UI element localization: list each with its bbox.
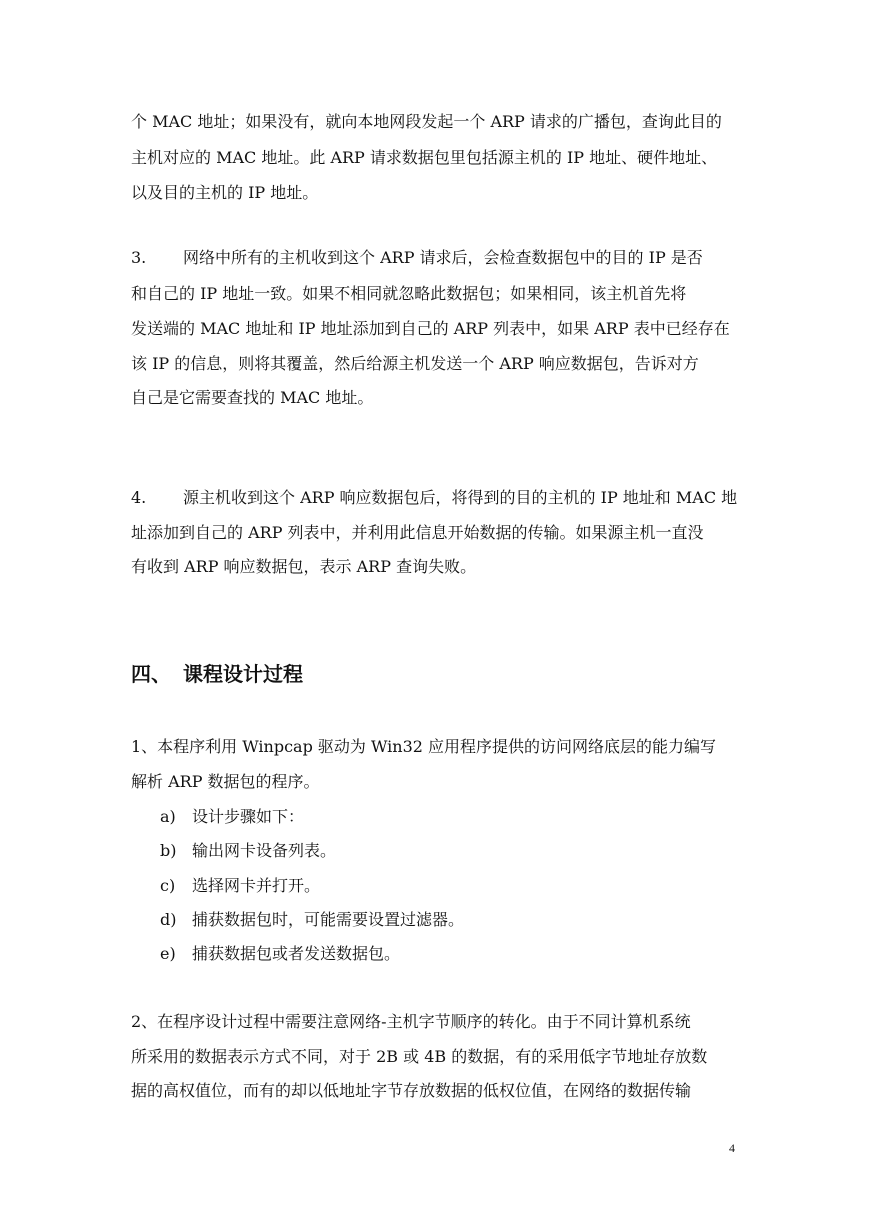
section-number: 四、 [131, 662, 171, 686]
list-item-text: 捕获数据包时，可能需要设置过滤器。 [192, 910, 465, 929]
section-title: 课程设计过程 [183, 662, 303, 686]
section-heading [131, 660, 303, 688]
list-item-text: 捕获数据包或者发送数据包。 [192, 944, 401, 963]
paragraph-line: 1、本程序利用 Winpcap 驱动为 Win32 应用程序提供的访问网络底层的能力编写 [131, 737, 717, 756]
paragraph-line: 2、在程序设计过程中需要注意网络-主机字节顺序的转化。由于不同计算机系统 [131, 1012, 691, 1031]
list-item [160, 875, 320, 897]
page-number: 4 [729, 1141, 735, 1155]
list-item-text: 输出网卡设备列表。 [192, 841, 337, 860]
item-number: 4. [131, 488, 147, 507]
paragraph-line: 所采用的数据表示方式不同，对于 2B 或 4B 的数据，有的采用低字节地址存放数 [131, 1047, 708, 1066]
list-item-text: 设计步骤如下： [192, 807, 305, 826]
paragraph-line: 以及目的主机的 IP 地址。 [131, 183, 319, 202]
paragraph-line: 个 MAC 地址；如果没有，就向本地网段发起一个 ARP 请求的广播包，查询此目的 [131, 112, 722, 131]
list-marker: c) [160, 876, 176, 895]
list-item [160, 840, 336, 862]
paragraph-line: 据的高权值位，而有的却以低地址字节存放数据的低权位值，在网络的数据传输 [131, 1081, 692, 1100]
list-marker: e) [160, 944, 176, 963]
list-item [160, 806, 304, 828]
paragraph-line: 发送端的 MAC 地址和 IP 地址添加到自己的 ARP 列表中，如果 ARP 表中已经存在 [131, 319, 730, 338]
paragraph-line: 该 IP 的信息，则将其覆盖，然后给源主机发送一个 ARP 响应数据包，告诉对方 [131, 354, 699, 373]
paragraph-text: 源主机收到这个 ARP 响应数据包后，将得到的目的主机的 IP 地址和 MAC 地 [183, 488, 738, 507]
paragraph-line: 有收到 ARP 响应数据包，表示 ARP 查询失败。 [131, 557, 477, 576]
list-marker: d) [160, 910, 177, 929]
paragraph-line: 址添加到自己的 ARP 列表中，并利用此信息开始数据的传输。如果源主机一直没 [131, 523, 704, 542]
list-marker: b) [160, 841, 177, 860]
paragraph-text: 网络中所有的主机收到这个 ARP 请求后，会检查数据包中的目的 IP 是否 [183, 248, 703, 267]
list-item [160, 943, 400, 965]
paragraph-line: 自己是它需要查找的 MAC 地址。 [131, 388, 374, 407]
paragraph-line: 解析 ARP 数据包的程序。 [131, 772, 320, 791]
paragraph-line: 和自己的 IP 地址一致。如果不相同就忽略此数据包；如果相同，该主机首先将 [131, 284, 687, 303]
list-item-text: 选择网卡并打开。 [192, 876, 321, 895]
list-marker: a) [160, 807, 176, 826]
numbered-paragraph-first-line [131, 487, 741, 509]
paragraph-line: 主机对应的 MAC 地址。此 ARP 请求数据包里包括源主机的 IP 地址、硬件地址、 [131, 148, 718, 167]
item-number: 3. [131, 248, 147, 267]
numbered-paragraph-first-line [131, 247, 741, 269]
list-item [160, 909, 464, 931]
